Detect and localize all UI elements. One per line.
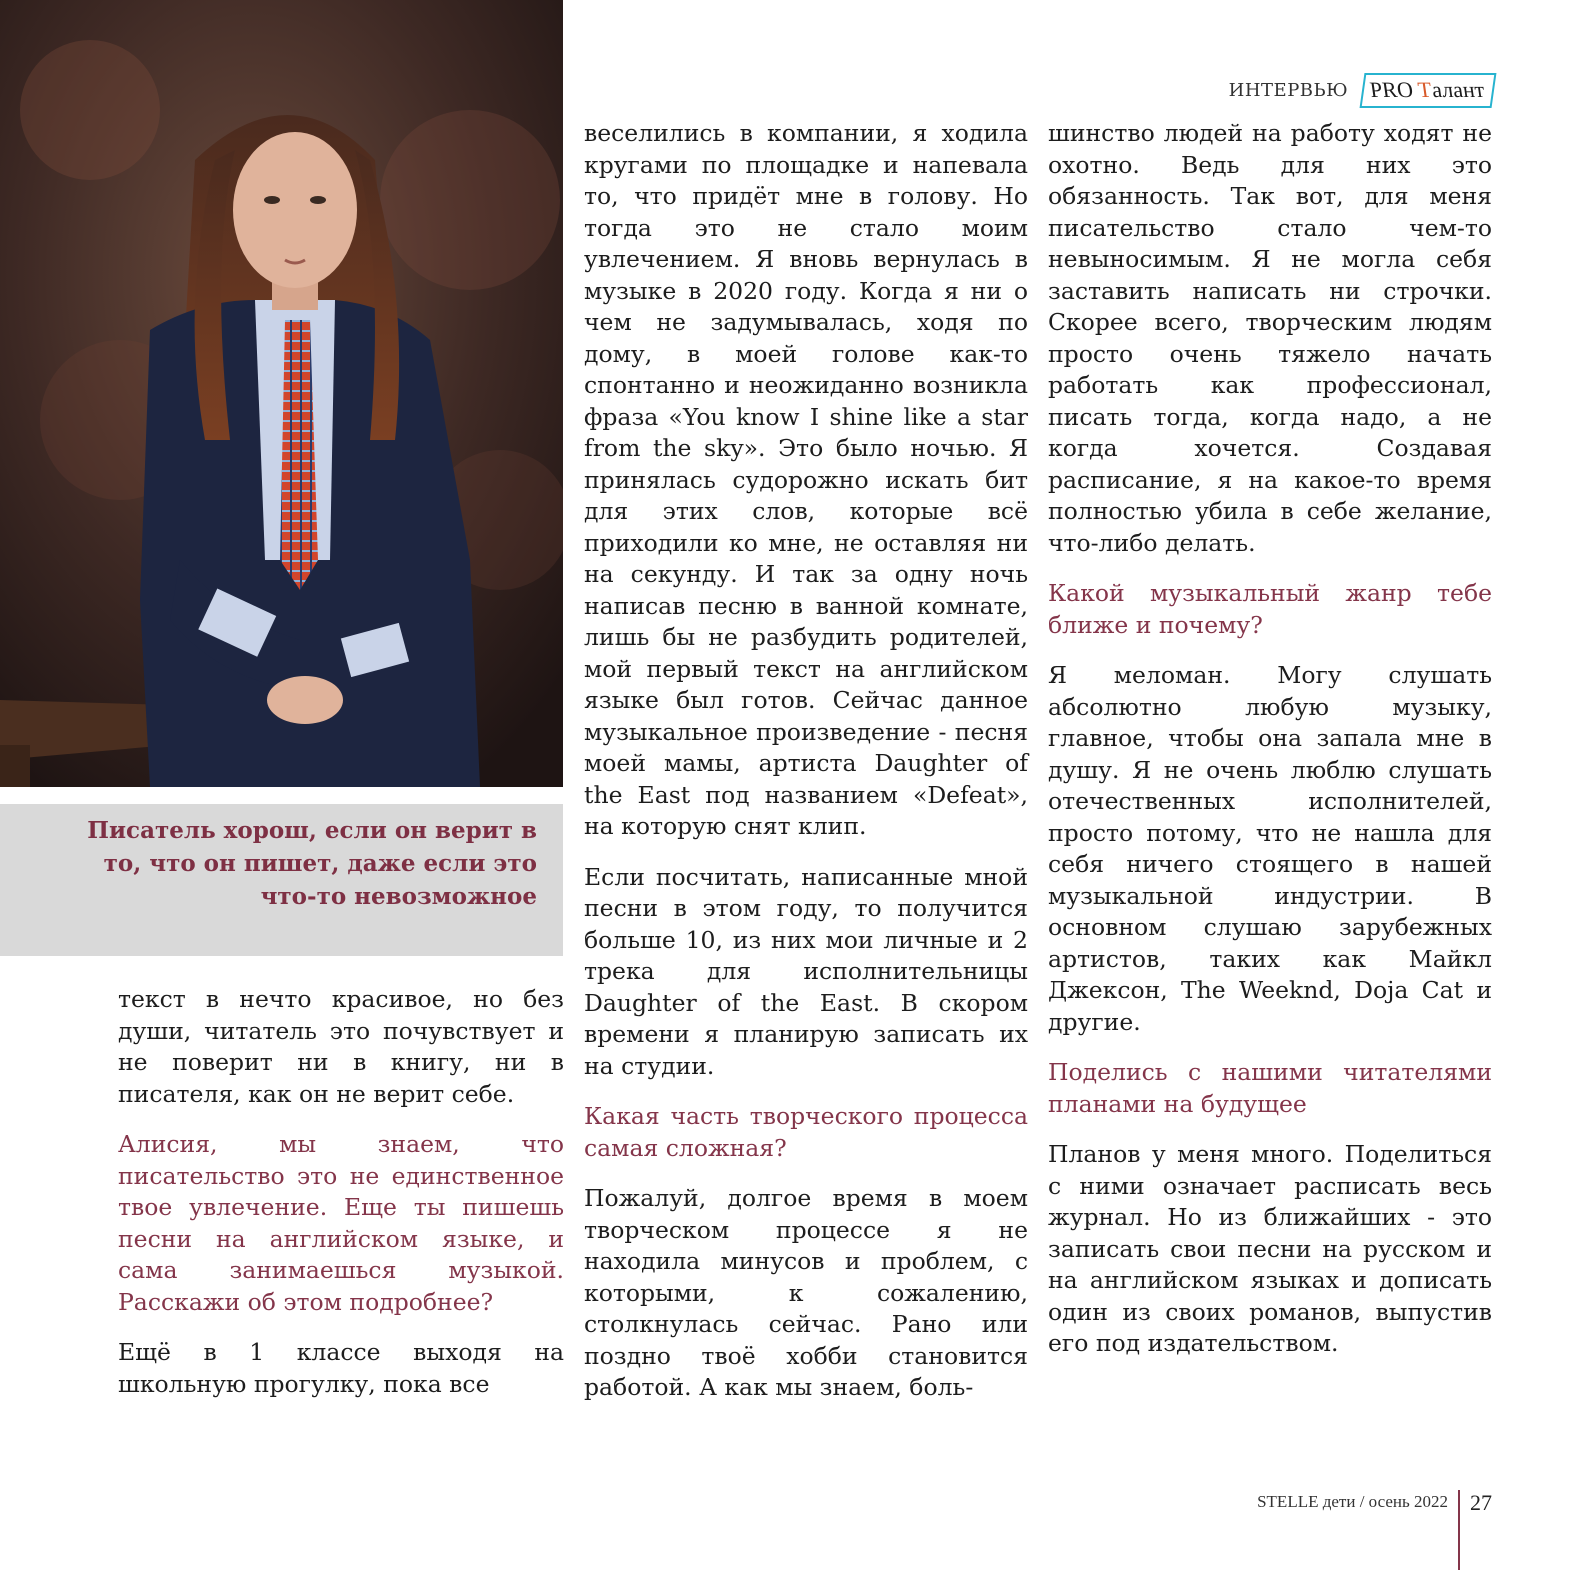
interview-question: Какой музыкальный жанр тебе ближе и почему?	[1048, 579, 1492, 639]
section-label: ИНТЕРВЬЮ	[1228, 79, 1349, 101]
paragraph: текст в нечто красивое, но без души, читатель это почувствует и не поверит ни в книгу, ни в писателя, как он не верит себе.	[118, 985, 564, 1108]
paragraph: Пожалуй, долгое время в моем творческом процессе я не находила минусов и проблем, с которыми, к сожалению, столкнулась сейчас. Рано или поздно твоё хобби становится работой. А как мы знаем, боль-	[584, 1184, 1028, 1401]
page-number: 27	[1470, 1490, 1492, 1515]
text-column-3	[1048, 118, 1492, 1360]
interview-question: Алисия, мы знаем, что писательство это не единственное твое увлечение. Еще ты пишешь песни на английском языке, и сама занимаешься музыкой. Расскажи об этом подробнее?	[118, 1130, 564, 1316]
text-column-2	[584, 118, 1028, 1404]
rubric-pro: PRO	[1368, 76, 1415, 102]
paragraph: Ещё в 1 классе выходя на школьную прогулку, пока все	[118, 1338, 564, 1398]
footer-divider	[1458, 1490, 1460, 1570]
paragraph: Я меломан. Могу слушать абсолютно любую музыку, главное, чтобы она запала мне в душу. Я не очень люблю слушать отечественных исполнителей, просто потому, что не нашла для себя ничего стоящего в нашей музыкальной индустрии. В основном слушаю зарубежных артистов, таких как Майкл Джексон, The Weeknd, Doja Cat и другие.	[1048, 661, 1492, 1036]
portrait-photo	[0, 0, 563, 787]
section-header	[1229, 70, 1494, 110]
text-column-1	[118, 984, 564, 1400]
paragraph: Если посчитать, написанные мной песни в этом году, то получится больше 10, из них мои личные и 2 трека для исполнительницы Daughter of the East. В скором времени я планирую записать их на студии.	[584, 862, 1028, 1080]
page-footer	[1257, 1490, 1492, 1570]
paragraph: шинство людей на работу ходят не охотно. Ведь для них это обязанность. Так вот, для меня писательство стало чем-то невыносимым. Я не могла себя заставить написать ни строчки. Скорее всего, творческим людям просто очень тяжело начать работать как профессионал, писать тогда, когда надо, а не когда хочется. Создавая расписание, я на какое-то время полностью убила в себе желание, что-либо делать.	[1048, 119, 1492, 557]
pull-quote-box	[0, 804, 563, 956]
interview-question: Поделись с нашими читателями планами на будущее	[1048, 1058, 1492, 1118]
paragraph: Планов у меня много. Поделиться с ними означает расписать весь журнал. Но из ближайших - это записать свои песни на русском и на английском языках и дописать один из своих романов, выпустив его под издательством.	[1048, 1140, 1492, 1357]
rubric-rest: алант	[1430, 76, 1486, 102]
paragraph: веселились в компании, я ходила кругами по площадке и напевала то, что придёт мне в голову. Но тогда это не стало моим увлечением. Я вновь вернулась в музыке в 2020 году. Когда я ни о чем не задумывалась, ходя по дому, в моей голове как-то спонтанно и неожиданно возникла фраза «You know I shine like a star from the sky». Это было ночью. Я принялась судорожно искать бит для этих слов, которые всё приходили ко мне, не оставляя ни на секунду. И так за одну ночь написав песню в ванной комнате, лишь бы не разбудить родителей, мой первый текст на английском языке был готов. Сейчас данное музыкальное произведение - песня моей мамы, артиста Daughter of the East под названием «Defeat», на которую снят клип.	[584, 119, 1028, 840]
pull-quote: Писатель хорош, если он верит в то, что он пишет, даже если это что-то невозможное	[87, 817, 537, 910]
publication-name: STELLE дети / осень 2022	[1257, 1492, 1448, 1511]
rubric-badge	[1360, 73, 1497, 108]
interview-question: Какая часть творческого процесса самая сложная?	[584, 1102, 1028, 1162]
rubric-accent-letter: Т	[1416, 76, 1434, 102]
